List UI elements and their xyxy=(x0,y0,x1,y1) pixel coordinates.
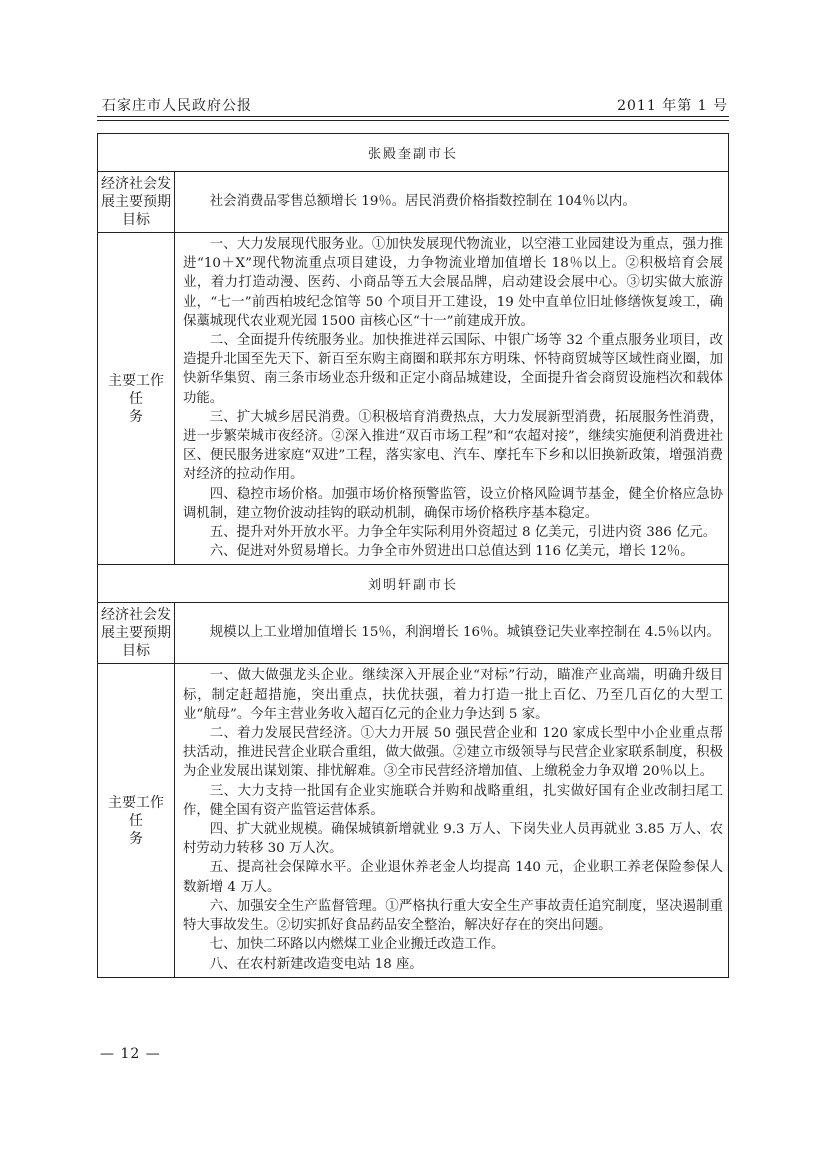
tasks-label-line2: 任务 xyxy=(129,812,165,847)
task-item: 二、全面提升传统服务业。加快推进祥云国际、中银广场等 32 个重点服务业项目，改造提升北国至先天下、新百至东购主商圈和联邦东方明珠、怀特商贸城等区域性商业圈，加快新华集贸、南三条市场业态升级和正定小商品城建设，全面提升省会商贸设施档次和载体功能。 xyxy=(183,333,723,406)
task-item: 一、大力发展现代服务业。①加快发展现代物流业，以空港工业园建设为重点，强力推进“10＋X”现代物流重点项目建设，力争物流业增加值增长 18％以上。②积极培育会展业，着力打造动漫、医药、小商品等五大会展品牌，启动建设会展中心。③切实做大旅游业，“七一”前西柏坡纪念馆等 50 个项目开工建设，19 处中直单位旧址修缮恢复竣工，确保藁城现代农业观光园 1500 亩核心区“十一”前建成开放。 xyxy=(183,237,723,329)
section-title-row xyxy=(98,134,729,172)
goal-row xyxy=(98,172,729,233)
running-header xyxy=(102,95,728,117)
tasks-label-line1: 主要工作 xyxy=(108,372,164,389)
header-rule-thick xyxy=(97,116,729,117)
goal-text: 社会消费品零售总额增长 19％。居民消费价格指数控制在 104％以内。 xyxy=(209,193,636,209)
goal-cell xyxy=(175,172,729,233)
task-item: 五、提高社会保障水平。企业退休养老金人均提高 140 元，企业职工养老保险参保人数新增 4 万人。 xyxy=(183,860,723,895)
publication-title: 石家庄市人民政府公报 xyxy=(102,98,252,114)
task-item: 五、提升对外开放水平。力争全年实际利用外资超过 8 亿美元，引进内资 386 亿元。 xyxy=(209,525,717,541)
work-plan-table xyxy=(97,133,729,978)
tasks-label-line1: 主要工作 xyxy=(108,794,164,811)
section-title: 刘明轩副市长 xyxy=(98,565,729,603)
goal-row xyxy=(98,603,729,664)
section-title-row xyxy=(98,565,729,603)
task-item: 七、加快二环路以内燃煤工业企业搬迁改造工作。 xyxy=(209,937,505,953)
issue-number: 2011 年第 1 号 xyxy=(617,98,728,114)
task-item: 三、扩大城乡居民消费。①积极培育消费热点，大力发展新型消费，拓展服务性消费，进一步繁荣城市夜经济。②深入推进“双百市场工程”和“农超对接”，继续实施便利消费进社区、便民服务进家庭“双进”工程，落实家电、汽车、摩托车下乡和以旧换新政策，增强消费对经济的拉动作用。 xyxy=(183,409,723,483)
section-title: 张殿奎副市长 xyxy=(98,134,729,172)
header-rule-thin xyxy=(97,120,729,121)
tasks-label xyxy=(98,233,175,565)
tasks-cell xyxy=(175,664,729,977)
tasks-row xyxy=(98,233,729,565)
tasks-row xyxy=(98,664,729,977)
tasks-label xyxy=(98,664,175,977)
task-item: 六、促进对外贸易增长。力争全市外贸进出口总值达到 116 亿美元，增长 12％。 xyxy=(209,544,694,560)
task-item: 二、着力发展民营经济。①大力开展 50 强民营企业和 120 家成长型中小企业重点帮扶活动，推进民营企业联合重组，做大做强。②建立市级领导与民营企业家联系制度，积极为企业发展出谋划策、排忧解难。③全市民营经济增加值、上缴税金力争双增 20％以上。 xyxy=(183,726,723,780)
tasks-label-line2: 任务 xyxy=(129,390,165,425)
task-item: 一、做大做强龙头企业。继续深入开展企业“对标”行动，瞄准产业高端，明确升级目标，制定赶超措施，突出重点，扶优扶强，着力打造一批上百亿、乃至几百亿的大型工业“航母”。今年主营业务收入超百亿元的企业力争达到 5 家。 xyxy=(183,668,723,722)
task-item: 六、加强安全生产监督管理。①严格执行重大安全生产事故责任追究制度，坚决遏制重特大事故发生。②切实抓好食品药品安全整治，解决好存在的突出问题。 xyxy=(183,898,723,934)
task-item: 三、大力支持一批国有企业实施联合并购和战略重组，扎实做好国有企业改制扫尾工作，健全国有资产监管运营体系。 xyxy=(183,783,723,818)
task-item: 八、在农村新建改造变电站 18 座。 xyxy=(209,956,423,972)
page-number: — 12 — xyxy=(100,1046,161,1062)
task-item: 四、稳控市场价格。加强市场价格预警监管，设立价格风险调节基金，健全价格应急协调机制，建立物价波动挂钩的联动机制，确保市场价格秩序基本稳定。 xyxy=(183,486,723,521)
goal-text: 规模以上工业增加值增长 15％，利润增长 16％。城镇登记失业率控制在 4.5％以内。 xyxy=(209,625,720,641)
tasks-cell xyxy=(175,233,729,565)
goal-label: 经济社会发展主要预期目标 xyxy=(98,603,175,664)
task-item: 四、扩大就业规模。确保城镇新增就业 9.3 万人、下岗失业人员再就业 3.85 万人、农村劳动力转移 30 万人次。 xyxy=(183,822,723,857)
goal-label: 经济社会发展主要预期目标 xyxy=(98,172,175,233)
goal-cell xyxy=(175,603,729,664)
